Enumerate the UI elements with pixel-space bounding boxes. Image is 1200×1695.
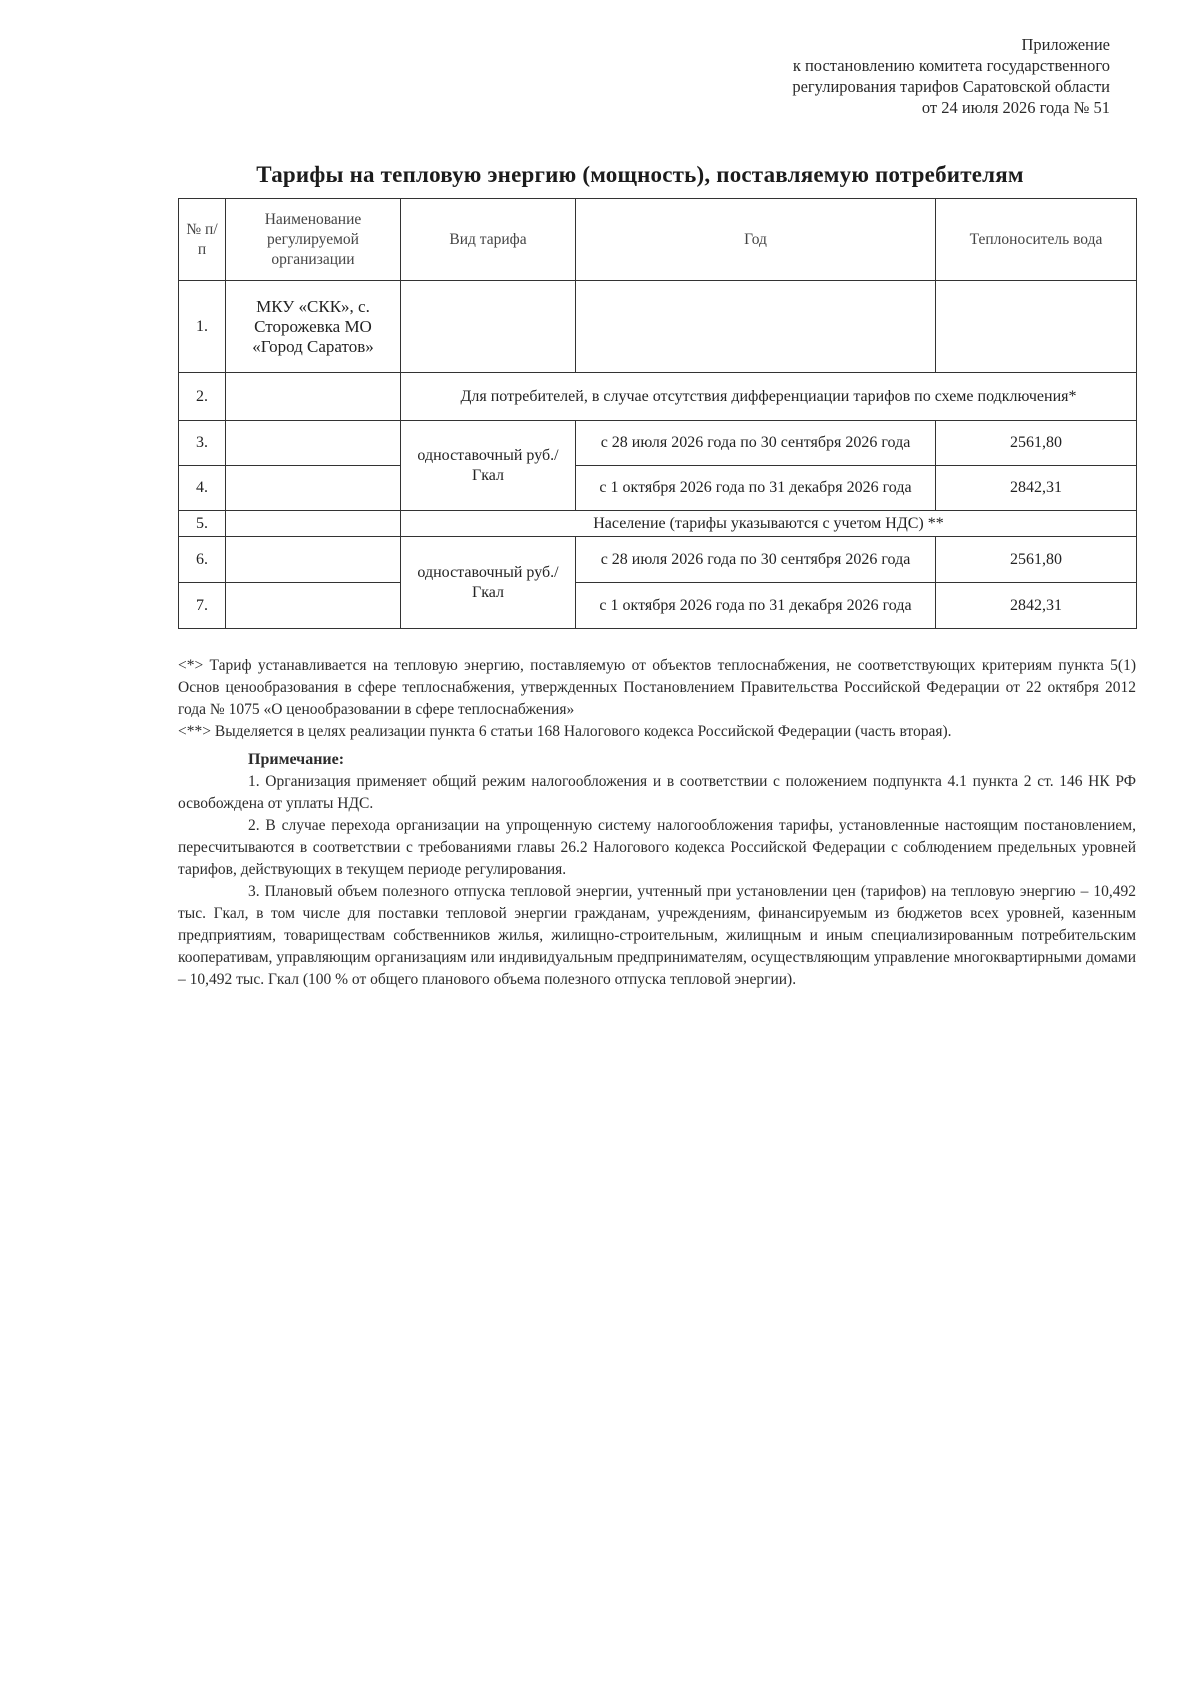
tariff-value: 2842,31 <box>936 583 1137 629</box>
empty-cell <box>226 583 401 629</box>
tariff-value: 2842,31 <box>936 466 1137 511</box>
row-num: 6. <box>179 537 226 583</box>
header-tariff-type: Вид тарифа <box>401 199 576 281</box>
appendix-line: к постановлению комитета государственного <box>792 56 1110 75</box>
empty-cell <box>576 281 936 373</box>
table-header-row <box>179 199 1137 281</box>
header-year: Год <box>576 199 936 281</box>
tariff-type: одноставочный руб./Гкал <box>401 421 576 511</box>
notes-heading: Примечание: <box>248 751 345 768</box>
table-row <box>179 373 1137 421</box>
table-row <box>179 281 1137 373</box>
tariff-value: 2561,80 <box>936 421 1137 466</box>
period: с 28 июля 2026 года по 30 сентября 2026 года <box>576 421 936 466</box>
row-num: 2. <box>179 373 226 421</box>
note-3: 3. Плановый объем полезного отпуска тепловой энергии, учтенный при установлении цен (тарифов) на тепловую энергию – 10,492 тыс. Гкал, в том числе для поставки тепловой энергии гражданам, учреждениям, финансируемым из бюджетов всех уровней, казенным предприятиям, товариществам собственников жилья, жилищно-строительным, жилищным и иным специализированным потребительским кооперативам, управляющим организациям или индивидуальным предпринимателям, осуществляющим управление многоквартирными домами – 10,492 тыс. Гкал (100 % от общего планового объема полезного отпуска тепловой энергии). <box>178 883 1136 988</box>
row-num: 3. <box>179 421 226 466</box>
table-row <box>179 583 1137 629</box>
tariff-type: одноставочный руб./Гкал <box>401 537 576 629</box>
period: с 28 июля 2026 года по 30 сентября 2026 года <box>576 537 936 583</box>
footnote-1: <*> Тариф устанавливается на тепловую энергию, поставляемую от объектов теплоснабжения, не соответствующих критериям пункта 5(1) Основ ценообразования в сфере теплоснабжения, утвержденных Постановлением Правительства Российской Федерации от 22 октября 2012 года № 1075 «О ценообразовании в сфере теплоснабжения» <box>178 657 1136 718</box>
document-title: Тарифы на тепловую энергию (мощность), поставляемую потребителям <box>256 162 1024 187</box>
table-row <box>179 537 1137 583</box>
empty-cell <box>226 466 401 511</box>
note-2: 2. В случае перехода организации на упрощенную систему налогообложения тарифы, установленные настоящим постановлением, пересчитываются в соответствии с требованиями главы 26.2 Налогового кодекса Российской Федерации с соблюдением предельных уровней тарифов, действующих в текущем периоде регулирования. <box>178 817 1136 878</box>
header-num: № п/п <box>179 199 226 281</box>
row-num: 4. <box>179 466 226 511</box>
empty-cell <box>226 511 401 537</box>
footnote-2: <**> Выделяется в целях реализации пункта 6 статьи 168 Налогового кодекса Российской Федерации (часть вторая). <box>178 723 952 740</box>
tariff-value: 2561,80 <box>936 537 1137 583</box>
empty-cell <box>936 281 1137 373</box>
table-row <box>179 421 1137 466</box>
header-org: Наименование регулируемой организации <box>226 199 401 281</box>
section-label: Для потребителей, в случае отсутствия дифференциации тарифов по схеме подключения* <box>401 373 1137 421</box>
row-num: 7. <box>179 583 226 629</box>
tariff-table <box>178 198 1137 629</box>
section-label: Население (тарифы указываются с учетом НДС) ** <box>401 511 1137 537</box>
period: с 1 октября 2026 года по 31 декабря 2026 года <box>576 466 936 511</box>
appendix-block <box>792 34 1110 118</box>
appendix-line: регулирования тарифов Саратовской области <box>792 77 1110 96</box>
note-1: 1. Организация применяет общий режим налогообложения и в соответствии с положением подпункта 4.1 пункта 2 ст. 146 НК РФ освобождена от уплаты НДС. <box>178 773 1136 812</box>
empty-cell <box>226 373 401 421</box>
appendix-line: от 24 июля 2026 года № 51 <box>921 98 1110 117</box>
row-num: 1. <box>179 281 226 373</box>
table-row <box>179 511 1137 537</box>
header-carrier: Теплоноситель вода <box>936 199 1137 281</box>
footnotes-block <box>178 655 1136 991</box>
period: с 1 октября 2026 года по 31 декабря 2026 года <box>576 583 936 629</box>
empty-cell <box>226 421 401 466</box>
table-row <box>179 466 1137 511</box>
appendix-line: Приложение <box>1021 35 1110 54</box>
empty-cell <box>401 281 576 373</box>
org-name: МКУ «СКК», с. Сторожевка МО «Город Саратов» <box>226 281 401 373</box>
row-num: 5. <box>179 511 226 537</box>
empty-cell <box>226 537 401 583</box>
